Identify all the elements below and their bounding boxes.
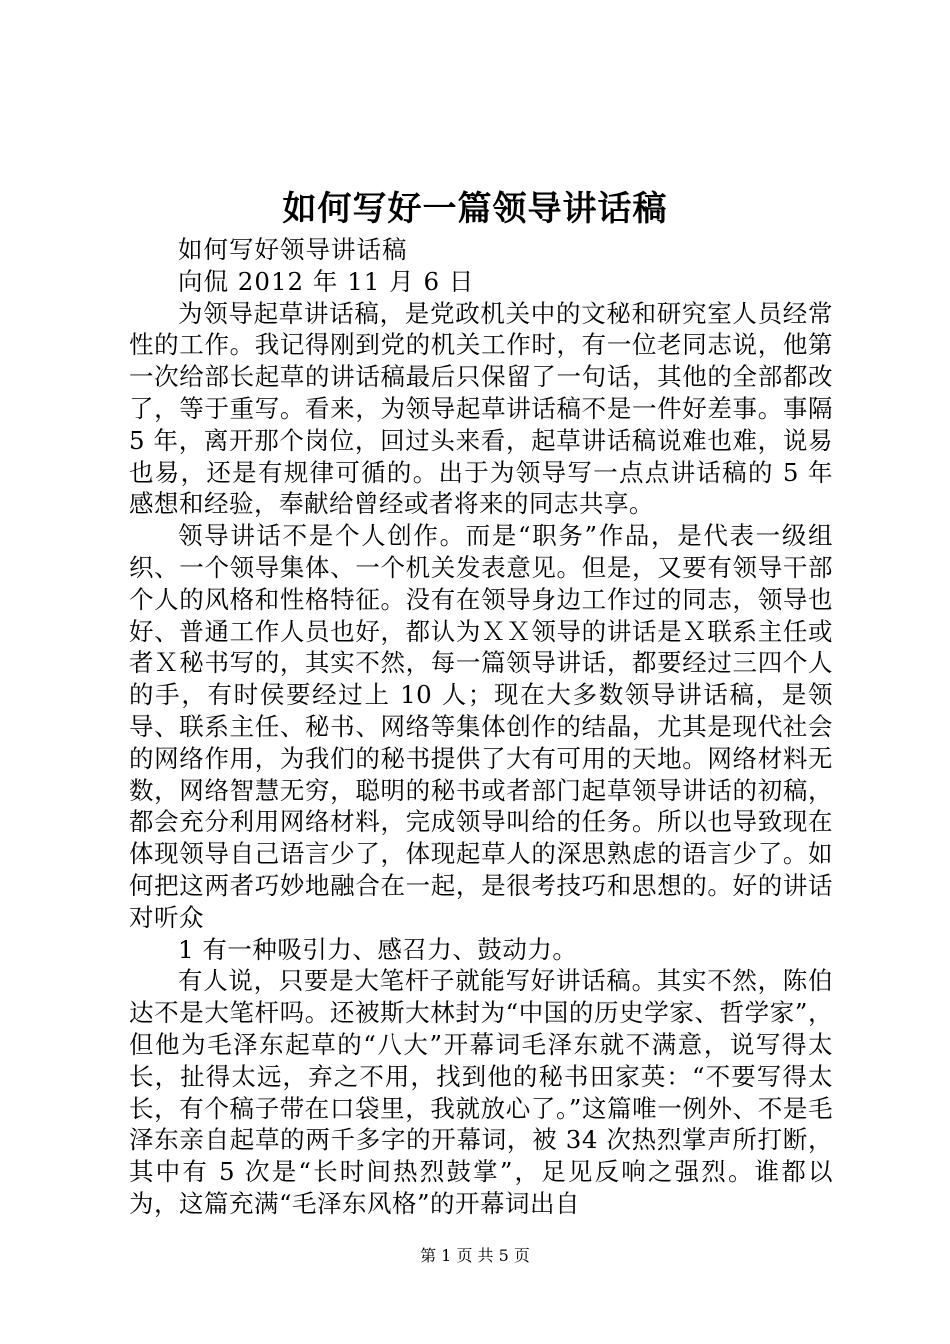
document-subtitle: 如何写好领导讲话稿 xyxy=(178,235,408,264)
document-body xyxy=(129,234,833,1220)
paragraph: 1 有一种吸引力、感召力、鼓动力。 xyxy=(178,934,578,964)
page-footer: 第 1 页 共 5 页 xyxy=(420,1246,530,1265)
document-title: 如何写好一篇领导讲话稿 xyxy=(282,189,668,229)
document-byline: 向侃 2012 年 11 月 6 日 xyxy=(178,266,475,296)
paragraph: 为领导起草讲话稿，是党政机关中的文秘和研究室人员经常性的工作。我记得刚到党的机关工作时，有一位老同志说，他第一次给部长起草的讲话稿最后只保留了一句话，其他的全部都改了，等于重写。看来，为领导起草讲话稿不是一件好差事。事隔 5 年，离开那个岗位，回过头来看，起草讲话稿说难也难，说易也易，还是有规律可循的。出于为领导写一点点讲话稿的 5 年感想和经验，奉献给曾经或者将来的同志共享。 xyxy=(129,298,833,519)
paragraph: 领导讲话不是个人创作。而是“职务”作品，是代表一级组织、一个领导集体、一个机关发表意见。但是，又要有领导干部个人的风格和性格特征。没有在领导身边工作过的同志，领导也好、普通工作人员也好，都认为ＸＸ领导的讲话是Ｘ联系主任或者Ｘ秘书写的，其实不然，每一篇领导讲话，都要经过三四个人的手，有时侯要经过上 10 人；现在大多数领导讲话稿，是领导、联系主任、秘书、网络等集体创作的结晶，尤其是现代社会的网络作用，为我们的秘书提供了大有可用的天地。网络材料无数，网络智慧无穷，聪明的秘书或者部门起草领导讲话的初稿，都会充分利用网络材料，完成领导叫给的任务。所以也导致现在体现领导自己语言少了，体现起草人的深思熟虑的语言少了。如何把这两者巧妙地融合在一起，是很考技巧和思想的。好的讲话对听众 xyxy=(129,521,833,932)
paragraph: 有人说，只要是大笔杆子就能写好讲话稿。其实不然，陈伯达不是大笔杆吗。还被斯大林封为“中国的历史学家、哲学家”，但他为毛泽东起草的“八大”开幕词毛泽东就不满意，说写得太长，扯得太远，弃之不用，找到他的秘书田家英：“不要写得太长，有个稿子带在口袋里，我就放心了。”这篇唯一例外、不是毛泽东亲自起草的两千多字的开幕词，被 34 次热烈掌声所打断，其中有 5 次是“长时间热烈鼓掌”，足见反响之强烈。谁都以为，这篇充满“毛泽东风格”的开幕词出自 xyxy=(129,966,833,1218)
